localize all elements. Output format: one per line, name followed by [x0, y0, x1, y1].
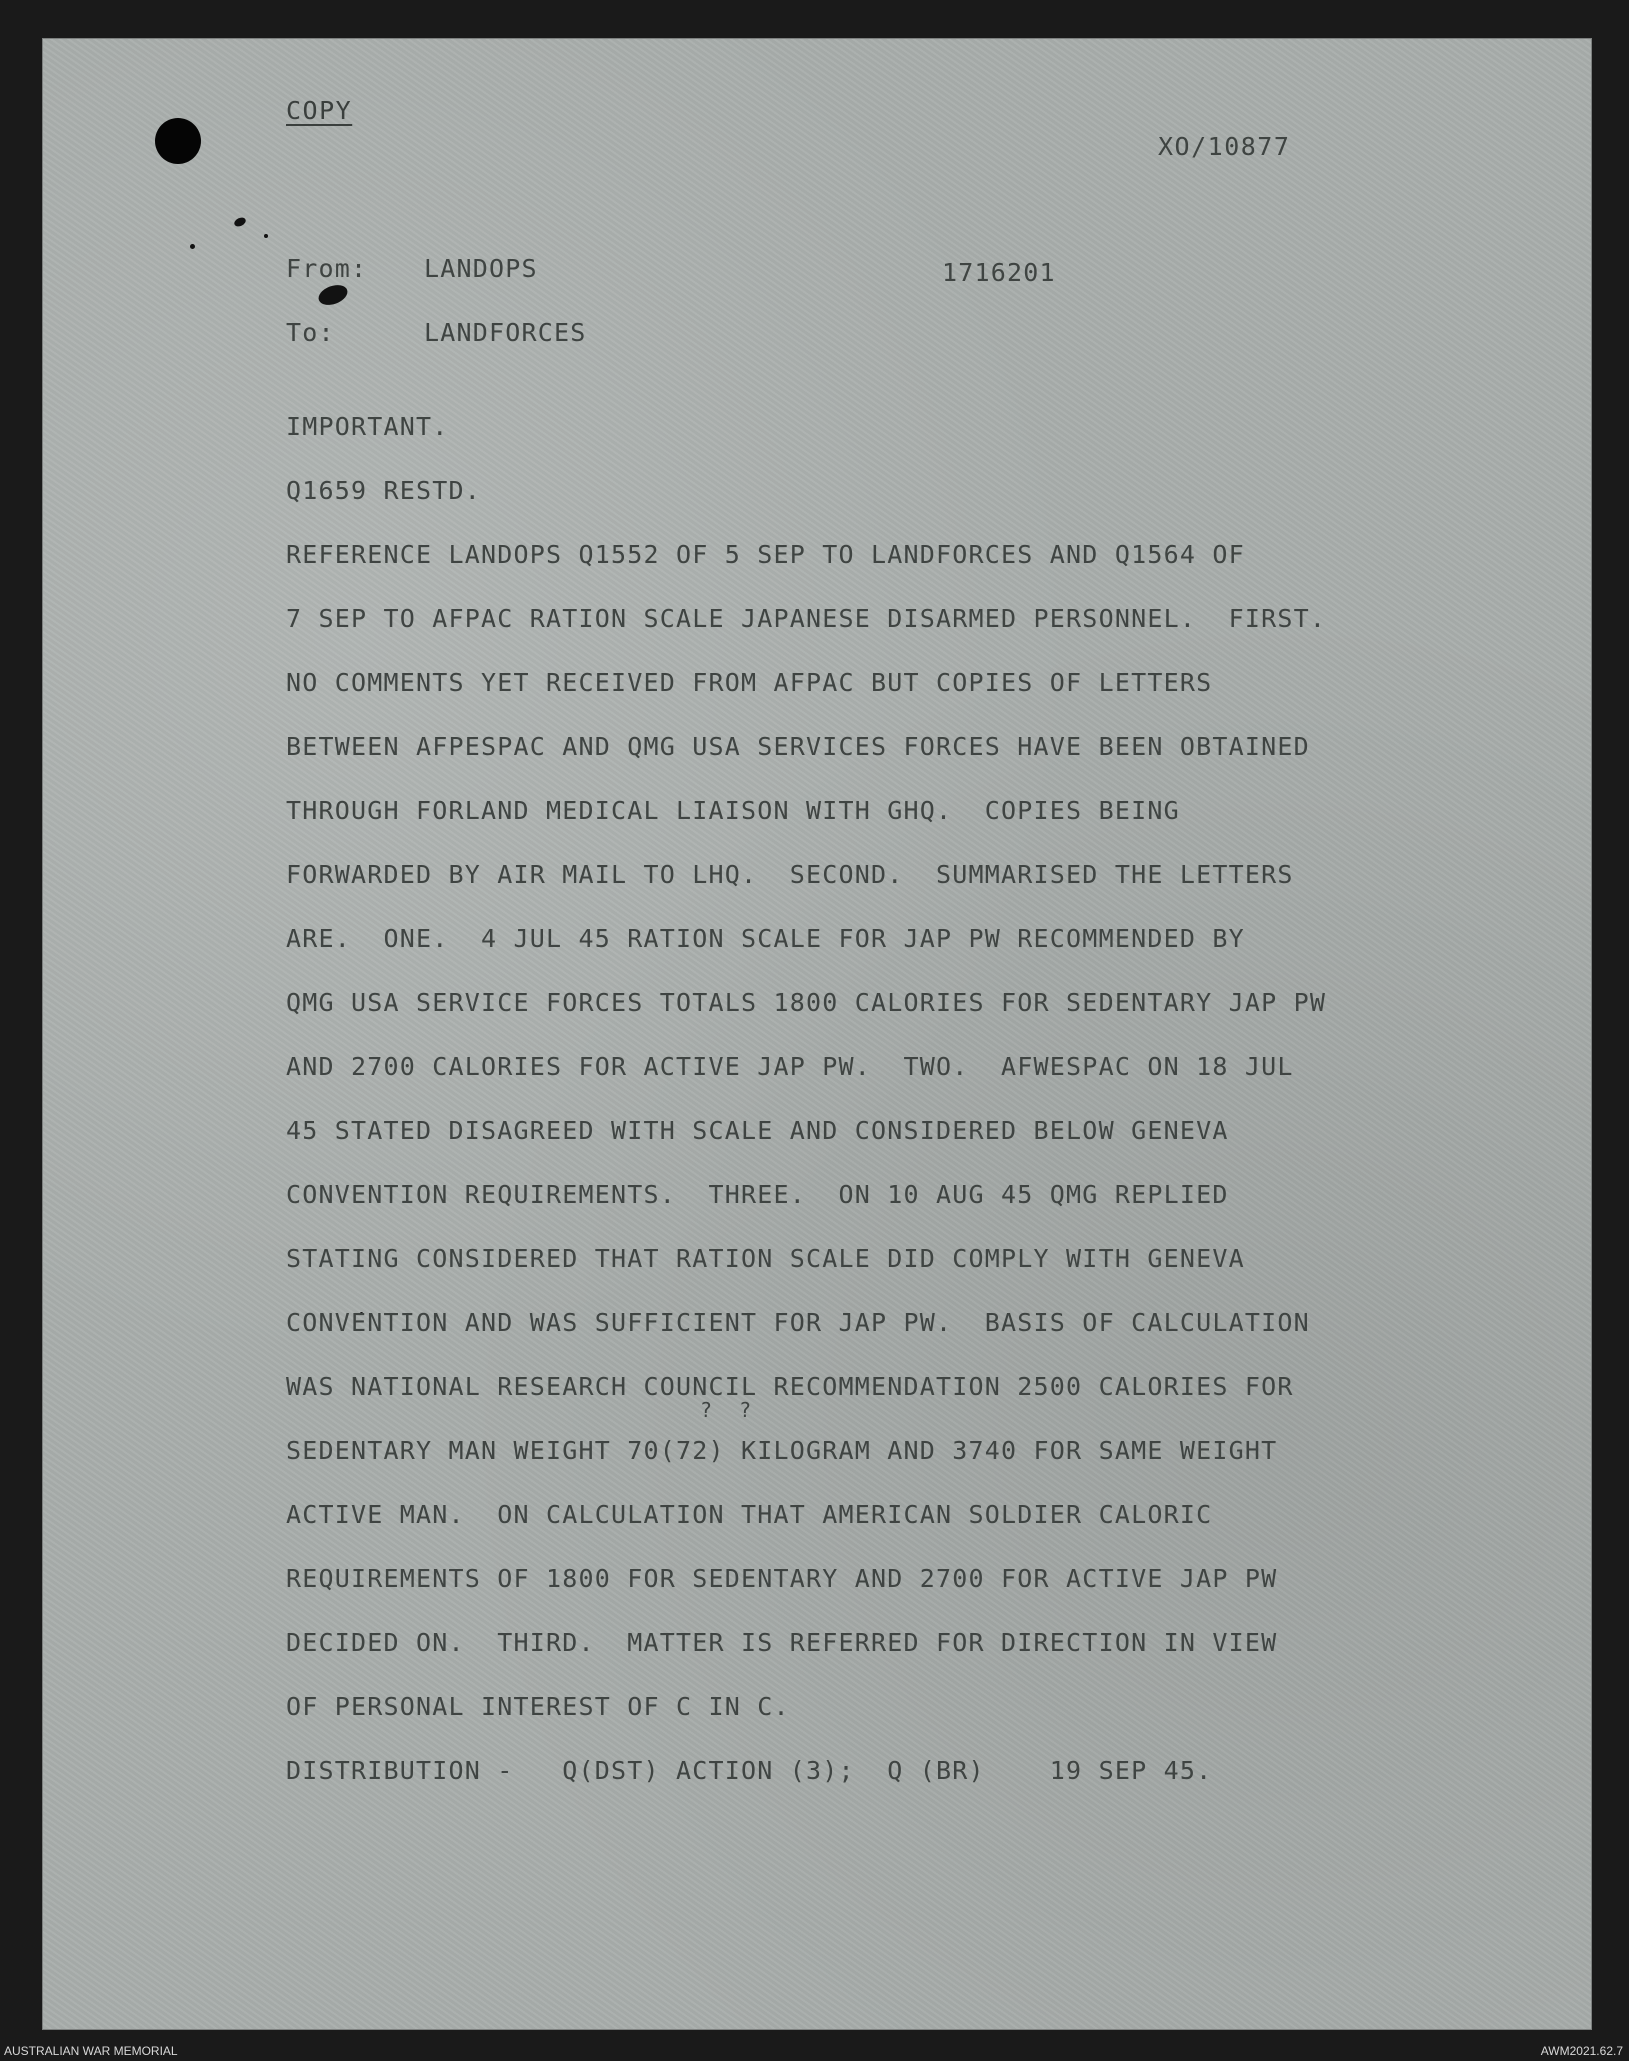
- datetime-group: 1716201: [942, 258, 1056, 287]
- body-line: REQUIREMENTS OF 1800 FOR SEDENTARY AND 2700 FOR ACTIVE JAP PW: [286, 1564, 1278, 1593]
- body-line: 45 STATED DISAGREED WITH SCALE AND CONSIDERED BELOW GENEVA: [286, 1116, 1229, 1145]
- body-line: OF PERSONAL INTEREST OF C IN C.: [286, 1692, 790, 1721]
- ink-blot: [316, 281, 350, 308]
- body-line: THROUGH FORLAND MEDICAL LIAISON WITH GHQ. COPIES BEING: [286, 796, 1180, 825]
- body-line: DECIDED ON. THIRD. MATTER IS REFERRED FOR DIRECTION IN VIEW: [286, 1628, 1278, 1657]
- body-line: SEDENTARY MAN WEIGHT 70(72) KILOGRAM AND 3740 FOR SAME WEIGHT: [286, 1436, 1278, 1465]
- ink-speck: [264, 234, 268, 238]
- body-line: AND 2700 CALORIES FOR ACTIVE JAP PW. TWO. AFWESPAC ON 18 JUL: [286, 1052, 1294, 1081]
- body-line: 7 SEP TO AFPAC RATION SCALE JAPANESE DISARMED PERSONNEL. FIRST.: [286, 604, 1327, 633]
- body-line: ACTIVE MAN. ON CALCULATION THAT AMERICAN SOLDIER CALORIC: [286, 1500, 1213, 1529]
- ink-speck: [233, 216, 247, 228]
- reference-number: XO/10877: [1158, 132, 1291, 161]
- item-id: AWM2021.62.7: [1540, 2044, 1623, 2058]
- copy-label: COPY: [286, 96, 353, 125]
- to-label: To:: [286, 318, 335, 347]
- punched-hole: [155, 118, 201, 164]
- message-id: Q1659 RESTD.: [286, 476, 482, 505]
- distribution-line: DISTRIBUTION - Q(DST) ACTION (3); Q (BR) 19 SEP 45.: [286, 1756, 1213, 1785]
- body-line: QMG USA SERVICE FORCES TOTALS 1800 CALORIES FOR SEDENTARY JAP PW: [286, 988, 1327, 1017]
- body-line: BETWEEN AFPESPAC AND QMG USA SERVICES FORCES HAVE BEEN OBTAINED: [286, 732, 1310, 761]
- document-sheet: [42, 38, 1592, 2030]
- body-line: REFERENCE LANDOPS Q1552 OF 5 SEP TO LANDFORCES AND Q1564 OF: [286, 540, 1245, 569]
- precedence: IMPORTANT.: [286, 412, 449, 441]
- from-label: From:: [286, 254, 368, 283]
- body-line: CONVENTION REQUIREMENTS. THREE. ON 10 AUG 45 QMG REPLIED: [286, 1180, 1229, 1209]
- archive-name: AUSTRALIAN WAR MEMORIAL: [4, 2044, 178, 2058]
- ink-speck: [190, 244, 195, 249]
- body-line: FORWARDED BY AIR MAIL TO LHQ. SECOND. SUMMARISED THE LETTERS: [286, 860, 1294, 889]
- body-line: CONVENTION AND WAS SUFFICIENT FOR JAP PW. BASIS OF CALCULATION: [286, 1308, 1310, 1337]
- body-line: STATING CONSIDERED THAT RATION SCALE DID COMPLY WITH GENEVA: [286, 1244, 1245, 1273]
- body-line: ARE. ONE. 4 JUL 45 RATION SCALE FOR JAP PW RECOMMENDED BY: [286, 924, 1245, 953]
- handwritten-question-marks: ? ?: [700, 1398, 753, 1422]
- from-value: LANDOPS: [424, 254, 538, 283]
- to-value: LANDFORCES: [424, 318, 587, 347]
- body-line: NO COMMENTS YET RECEIVED FROM AFPAC BUT COPIES OF LETTERS: [286, 668, 1213, 697]
- body-line: WAS NATIONAL RESEARCH COUNCIL RECOMMENDATION 2500 CALORIES FOR: [286, 1372, 1294, 1401]
